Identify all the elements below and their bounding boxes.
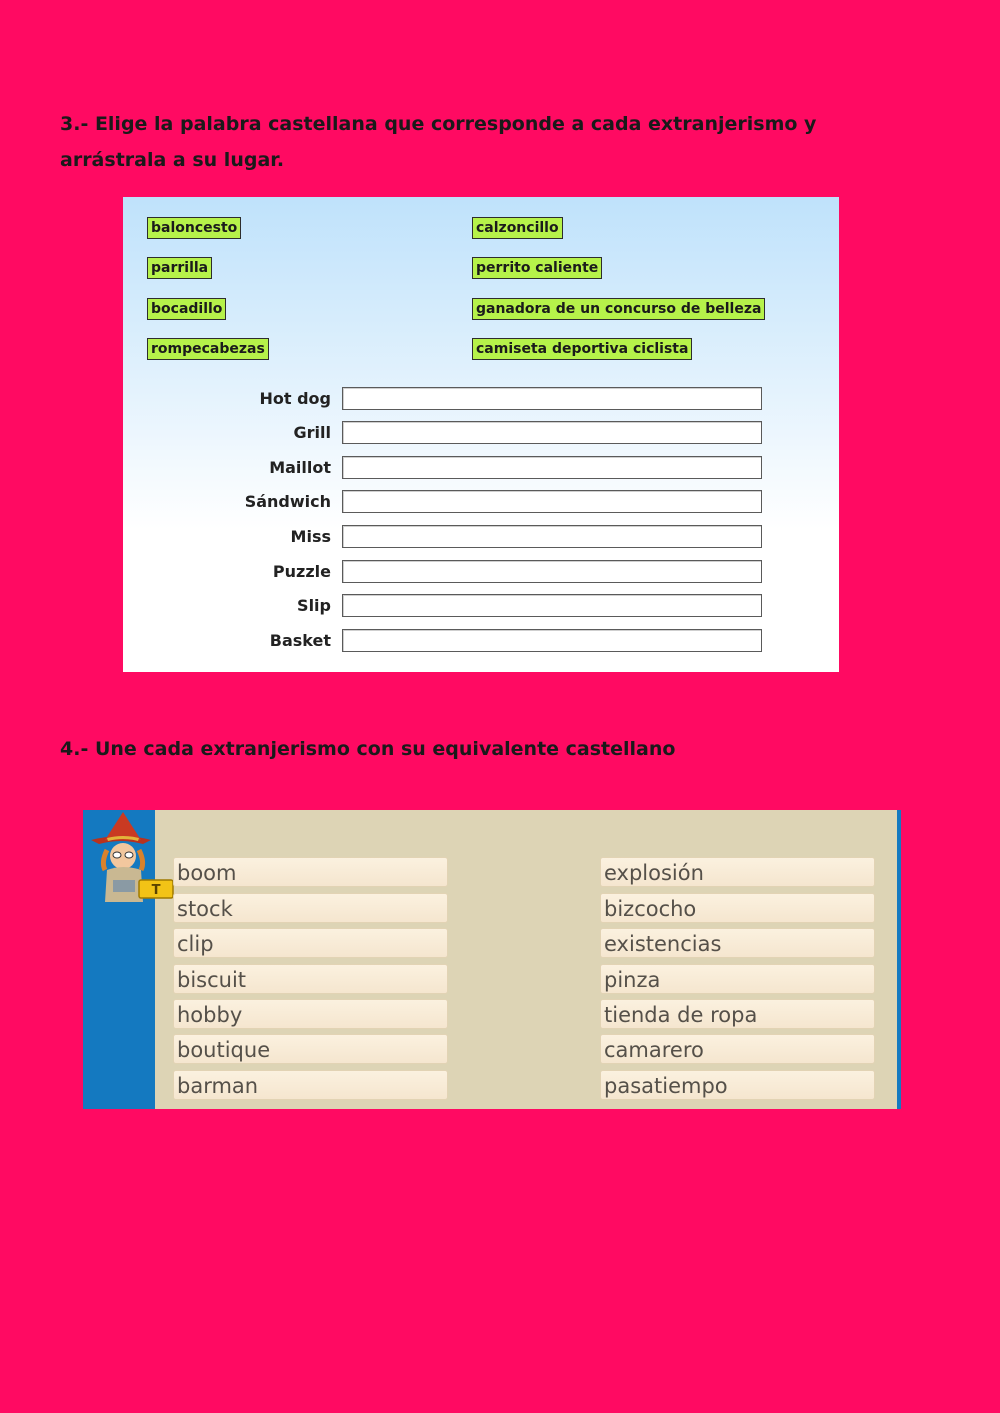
match-item-left[interactable]: hobby xyxy=(173,999,448,1029)
word-chip[interactable]: camiseta deportiva ciclista xyxy=(472,338,692,360)
exercise-4-panel xyxy=(83,810,901,1109)
match-item-right[interactable]: explosión xyxy=(600,857,875,887)
drop-target[interactable] xyxy=(342,490,762,513)
svg-text:T: T xyxy=(151,883,161,898)
drop-target[interactable] xyxy=(342,387,762,410)
term-label: Slip xyxy=(297,596,331,615)
answer-row xyxy=(123,489,839,515)
word-chip[interactable]: ganadora de un concurso de belleza xyxy=(472,298,765,320)
answer-row xyxy=(123,559,839,585)
answer-row xyxy=(123,593,839,619)
word-chip[interactable]: baloncesto xyxy=(147,217,241,239)
match-item-right[interactable]: tienda de ropa xyxy=(600,999,875,1029)
match-item-left[interactable]: boom xyxy=(173,857,448,887)
wizard-mascot-icon xyxy=(83,810,178,910)
answer-row xyxy=(123,455,839,481)
word-chip[interactable]: calzoncillo xyxy=(472,217,563,239)
match-item-left[interactable]: clip xyxy=(173,928,448,958)
answer-row xyxy=(123,420,839,446)
match-item-right[interactable]: bizcocho xyxy=(600,893,875,923)
drop-target[interactable] xyxy=(342,560,762,583)
exercise-3-panel xyxy=(123,197,839,672)
answer-row xyxy=(123,628,839,654)
match-item-left[interactable]: barman xyxy=(173,1070,448,1100)
drop-target[interactable] xyxy=(342,525,762,548)
word-chip[interactable]: perrito caliente xyxy=(472,257,602,279)
panel-border xyxy=(897,810,901,1109)
match-item-left[interactable]: stock xyxy=(173,893,448,923)
term-label: Puzzle xyxy=(272,562,331,581)
drop-target[interactable] xyxy=(342,456,762,479)
word-chip[interactable]: parrilla xyxy=(147,257,212,279)
drop-target[interactable] xyxy=(342,594,762,617)
term-label: Grill xyxy=(293,423,331,442)
term-label: Miss xyxy=(290,527,331,546)
exercise-4-title: 4.- Une cada extranjerismo con su equivalente castellano xyxy=(60,738,676,760)
drop-target[interactable] xyxy=(342,421,762,444)
answer-row xyxy=(123,524,839,550)
match-item-right[interactable]: existencias xyxy=(600,928,875,958)
term-label: Hot dog xyxy=(259,389,331,408)
exercise-3-title: 3.- Elige la palabra castellana que corresponde a cada extranjerismo y arrástrala a su lugar. xyxy=(60,113,817,171)
drop-target[interactable] xyxy=(342,629,762,652)
answer-row xyxy=(123,386,839,412)
match-item-right[interactable]: pasatiempo xyxy=(600,1070,875,1100)
word-chip[interactable]: rompecabezas xyxy=(147,338,269,360)
match-item-right[interactable]: camarero xyxy=(600,1034,875,1064)
word-chip[interactable]: bocadillo xyxy=(147,298,226,320)
match-item-left[interactable]: boutique xyxy=(173,1034,448,1064)
match-item-right[interactable]: pinza xyxy=(600,964,875,994)
term-label: Basket xyxy=(269,631,331,650)
term-label: Maillot xyxy=(269,458,331,477)
match-item-left[interactable]: biscuit xyxy=(173,964,448,994)
term-label: Sándwich xyxy=(244,492,331,511)
